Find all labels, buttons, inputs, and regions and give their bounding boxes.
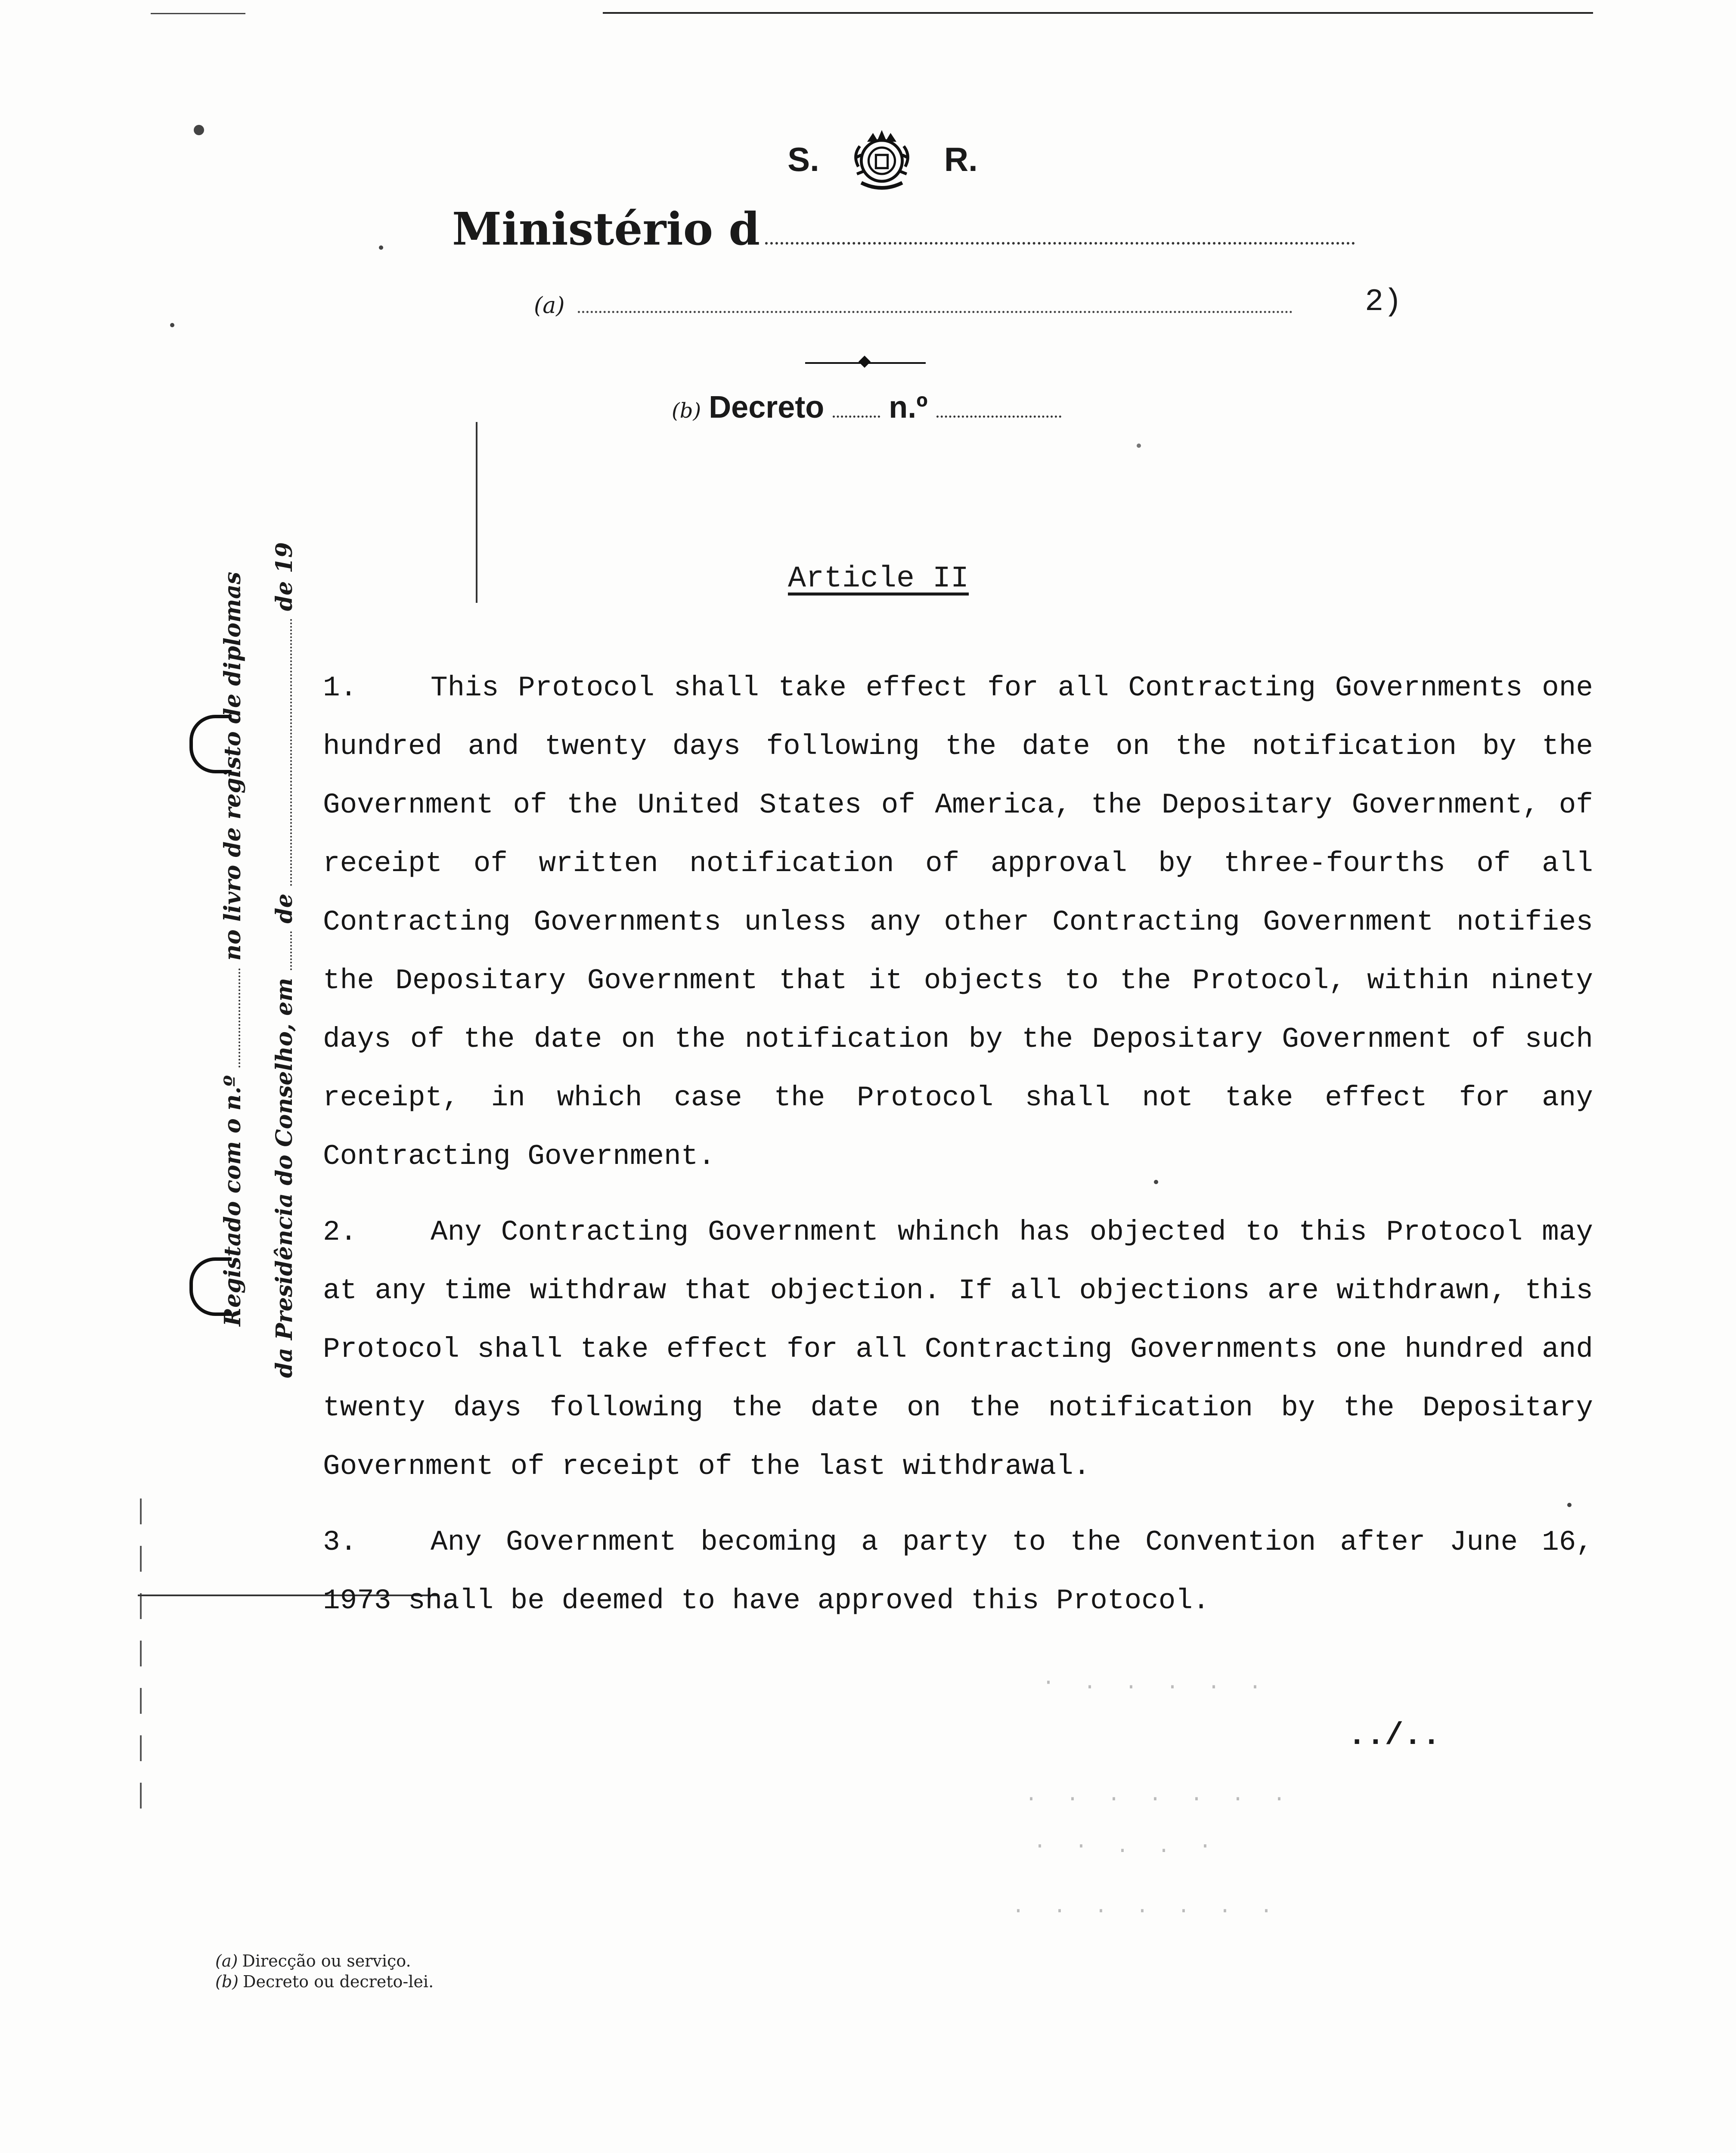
seal-header	[732, 116, 1033, 202]
decree-type-blank	[833, 411, 880, 418]
decree-number-label: n.º	[889, 390, 928, 425]
council-month-label: de	[271, 893, 298, 924]
page-number: 2)	[1365, 284, 1402, 320]
article-paragraph	[323, 1203, 1593, 1496]
seal-left-letter: S.	[787, 140, 819, 178]
footnote-text: Decreto ou decreto-lei.	[242, 1972, 434, 1991]
article-paragraph	[323, 1513, 1593, 1630]
article-body	[323, 659, 1593, 1647]
council-year-label: de 19	[271, 542, 298, 611]
ministry-label: Ministério d	[452, 202, 760, 255]
paragraph-number: 3.	[323, 1526, 357, 1558]
scan-speck	[170, 323, 174, 327]
registry-number-label: Registado com o n.º	[220, 1075, 246, 1326]
paragraph-text: Any Government becoming a party to the Convention after June 16, 1973 shall be deemed to have approved this Protocol.	[323, 1526, 1593, 1617]
scan-speck	[194, 125, 204, 135]
decree-label: Decreto	[709, 390, 825, 425]
decree-number-blank	[936, 411, 1061, 418]
council-date-label: da Presidência do Conselho, em	[271, 977, 298, 1378]
decree-footnote-mark: (b)	[672, 399, 701, 423]
margin-bracket-upper	[189, 715, 232, 773]
article-paragraph	[323, 659, 1593, 1186]
bleed-through-text: . . . . . . .	[1025, 1783, 1294, 1807]
top-scan-rule	[603, 12, 1593, 14]
top-scan-mark	[151, 13, 245, 14]
vertical-rule	[476, 422, 477, 603]
ministry-blank	[765, 233, 1355, 245]
registry-book-label: no livro de registo de diplomas	[220, 571, 246, 961]
ministry-field	[452, 202, 1355, 255]
council-day-blank	[287, 931, 292, 970]
seal-right-letter: R.	[944, 140, 978, 178]
paragraph-text: Any Contracting Government whinch has objected to this Protocol may at any time withdraw that objection. If all objections are withdrawn, this Protocol shall take effect for all Contracting Governments one hundred and twenty days following the date on the notification by the Depositary Government of receipt of the last withdrawal.	[323, 1216, 1593, 1483]
footnote-mark: (a)	[215, 1951, 238, 1970]
footnotes	[215, 1951, 434, 1992]
coat-of-arms-icon	[845, 123, 918, 196]
ornament-divider	[805, 361, 926, 365]
registry-number-blank	[235, 968, 240, 1067]
footnote-text: Direcção ou serviço.	[242, 1951, 411, 1970]
continuation-mark: ../..	[1348, 1718, 1441, 1753]
decree-field	[672, 390, 1061, 425]
footnote-item	[215, 1951, 434, 1971]
scan-speck	[1137, 444, 1141, 448]
paragraph-number: 2.	[323, 1216, 357, 1248]
council-margin-note	[271, 542, 298, 1378]
scan-speck	[1567, 1503, 1572, 1507]
bleed-through-text: · . . . . .	[1042, 1671, 1270, 1695]
direction-label: (a)	[534, 293, 565, 319]
scan-speck	[379, 245, 383, 250]
council-month-blank	[287, 619, 292, 886]
footnote-mark: (b)	[215, 1972, 239, 1991]
left-fold-line	[140, 1498, 142, 1809]
scan-speck	[1154, 1180, 1158, 1184]
paragraph-number: 1.	[323, 672, 357, 704]
bleed-through-text: . . . . . . .	[1012, 1895, 1281, 1919]
direction-blank	[578, 306, 1293, 313]
registry-margin-note	[220, 571, 246, 1326]
bleed-through-text: · · . . ·	[1033, 1834, 1220, 1859]
article-title: Article II	[788, 562, 969, 596]
footnote-item	[215, 1971, 434, 1992]
margin-bracket-lower	[189, 1257, 232, 1316]
paragraph-text: This Protocol shall take effect for all Contracting Governments one hundred and twenty days following the date on the notification by the Government of the United States of America, the Depositary Government, of receipt of written notification of approval by three-fourths of all Contracting Governments unless any other Contracting Government notifies the Depositary Government that it objects to the Protocol, within ninety days of the date on the notification by the Depositary Government of such receipt, in which case the Protocol shall not take effect for any Contracting Government.	[323, 672, 1593, 1173]
direction-field	[534, 293, 1293, 319]
